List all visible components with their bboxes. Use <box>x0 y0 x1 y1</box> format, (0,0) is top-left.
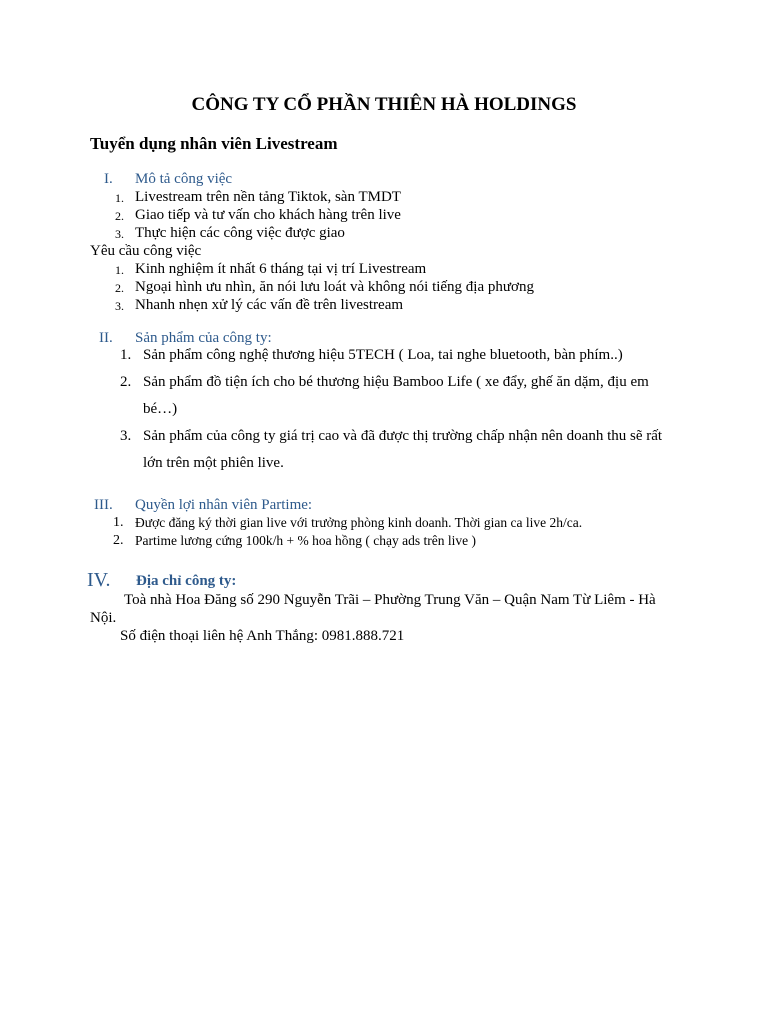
section-2-numeral: II. <box>99 330 113 346</box>
section-4-numeral: IV. <box>87 569 111 591</box>
section-2-heading: Sản phẩm của công ty: <box>135 330 272 346</box>
list-number: 3. <box>115 227 124 241</box>
list-number: 1. <box>115 191 124 205</box>
company-title: CÔNG TY CỔ PHẦN THIÊN HÀ HOLDINGS <box>191 94 577 115</box>
list-item: Partime lương cứng 100k/h + % hoa hồng ( chạy ads trên live ) <box>135 533 476 548</box>
list-number: 2. <box>115 209 124 223</box>
list-number: 3. <box>120 428 132 444</box>
list-item: Livestream trên nền tảng Tiktok, sàn TMDT <box>135 189 401 205</box>
list-item: Giao tiếp và tư vấn cho khách hàng trên live <box>135 207 401 223</box>
list-item: Thực hiện các công việc được giao <box>135 225 345 241</box>
section-1-numeral: I. <box>104 171 113 187</box>
list-number: 3. <box>115 299 124 313</box>
list-item: Được đăng ký thời gian live với trưởng phòng kinh doanh. Thời gian ca live 2h/ca. <box>135 515 583 530</box>
list-item: Sản phẩm công nghệ thương hiệu 5TECH ( Loa, tai nghe bluetooth, bàn phím..) <box>143 347 623 363</box>
list-number: 1. <box>113 515 124 530</box>
address-line-continuation: Nội. <box>90 610 117 626</box>
list-number: 1. <box>115 263 124 277</box>
list-item-continuation: bé…) <box>143 401 178 417</box>
list-item: Sản phẩm đồ tiện ích cho bé thương hiệu Bamboo Life ( xe đẩy, ghế ăn dặm, địu em <box>143 374 649 390</box>
list-number: 2. <box>113 533 124 548</box>
list-item-continuation: lớn trên một phiên live. <box>143 455 284 471</box>
list-number: 2. <box>115 281 124 295</box>
requirements-heading: Yêu cầu công việc <box>90 243 202 259</box>
list-item: Nhanh nhẹn xử lý các vấn đề trên livestream <box>135 297 404 313</box>
phone-contact: Số điện thoại liên hệ Anh Thắng: 0981.888.721 <box>120 628 405 644</box>
list-number: 1. <box>120 347 132 363</box>
section-1-heading: Mô tả công việc <box>135 171 233 187</box>
section-3-heading: Quyền lợi nhân viên Partime: <box>135 497 313 513</box>
list-number: 2. <box>120 374 132 390</box>
list-item: Kinh nghiệm ít nhất 6 tháng tại vị trí Livestream <box>135 261 427 277</box>
address-line: Toà nhà Hoa Đăng số 290 Nguyễn Trãi – Phường Trung Văn – Quận Nam Từ Liêm - Hà <box>124 592 656 608</box>
job-title: Tuyển dụng nhân viên Livestream <box>90 134 338 153</box>
section-3-numeral: III. <box>94 497 113 513</box>
list-item: Ngoại hình ưu nhìn, ăn nói lưu loát và không nói tiếng địa phương <box>135 279 534 295</box>
list-item: Sản phẩm của công ty giá trị cao và đã được thị trường chấp nhận nên doanh thu sẽ rất <box>143 428 663 444</box>
section-4-heading: Địa chỉ công ty: <box>136 573 237 589</box>
